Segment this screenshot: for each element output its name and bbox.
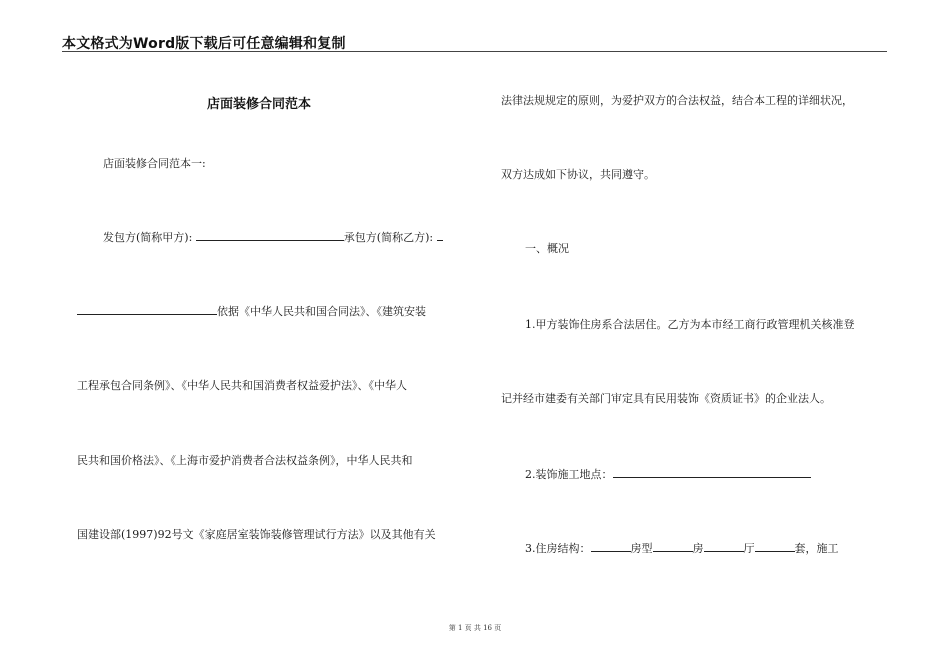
right-line-6 [525,467,811,482]
house-type-blank [591,541,631,552]
construction-site-label: 2.装饰施工地点： [525,468,613,481]
download-notice-header: 本文格式为Word版下载后可任意编辑和复制 [62,36,346,52]
left-line-1: 店面装修合同范本一: [103,157,206,170]
header-divider [62,51,887,52]
left-line-6: 国建设部(1997)92号文《家庭居室装饰装修管理试行方法》以及其他有关 [77,528,436,541]
left-line-4: 工程承包合同条例》、《中华人民共和国消费者权益爱护法》、《中华人 [77,379,407,392]
rooms-label: 房 [692,542,704,555]
section-heading-overview: 一、概况 [525,242,569,255]
rooms-blank [653,541,693,552]
party-a-blank [196,230,344,241]
halls-blank [704,541,744,552]
left-line-3-text: 依据《中华人民共和国合同法》、《建筑安装 [217,305,426,318]
party-a-label: 发包方(简称甲方): [103,231,193,244]
housing-structure-label: 3.住房结构： [525,542,591,555]
party-b-blank [77,304,217,315]
units-label: 套，施工 [794,542,839,555]
party-b-blank-start [437,230,443,241]
party-b-label: 承包方(简称乙方): [343,231,434,244]
right-line-4: 1.甲方装饰住房系合法居住。乙方为本市经工商行政管理机关核准登 [525,318,855,331]
document-title: 店面装修合同范本 [207,97,312,112]
construction-site-blank [613,467,811,478]
right-line-1: 法律法规规定的原则，为爱护双方的合法权益，结合本工程的详细状况， [501,94,853,107]
right-line-7 [525,541,839,556]
left-line-3 [77,304,426,319]
right-line-5: 记并经市建委有关部门审定具有民用装饰《资质证书》的企业法人。 [501,392,831,405]
units-blank [755,541,795,552]
right-line-2: 双方达成如下协议，共同遵守。 [501,168,655,181]
left-line-5: 民共和国价格法》、《上海市爱护消费者合法权益条例》，中华人民共和 [77,454,413,467]
house-type-label: 房型 [630,542,653,555]
page-number: 第 1 页 共 16 页 [448,624,502,632]
left-line-2 [103,230,443,245]
halls-label: 厅 [743,542,755,555]
